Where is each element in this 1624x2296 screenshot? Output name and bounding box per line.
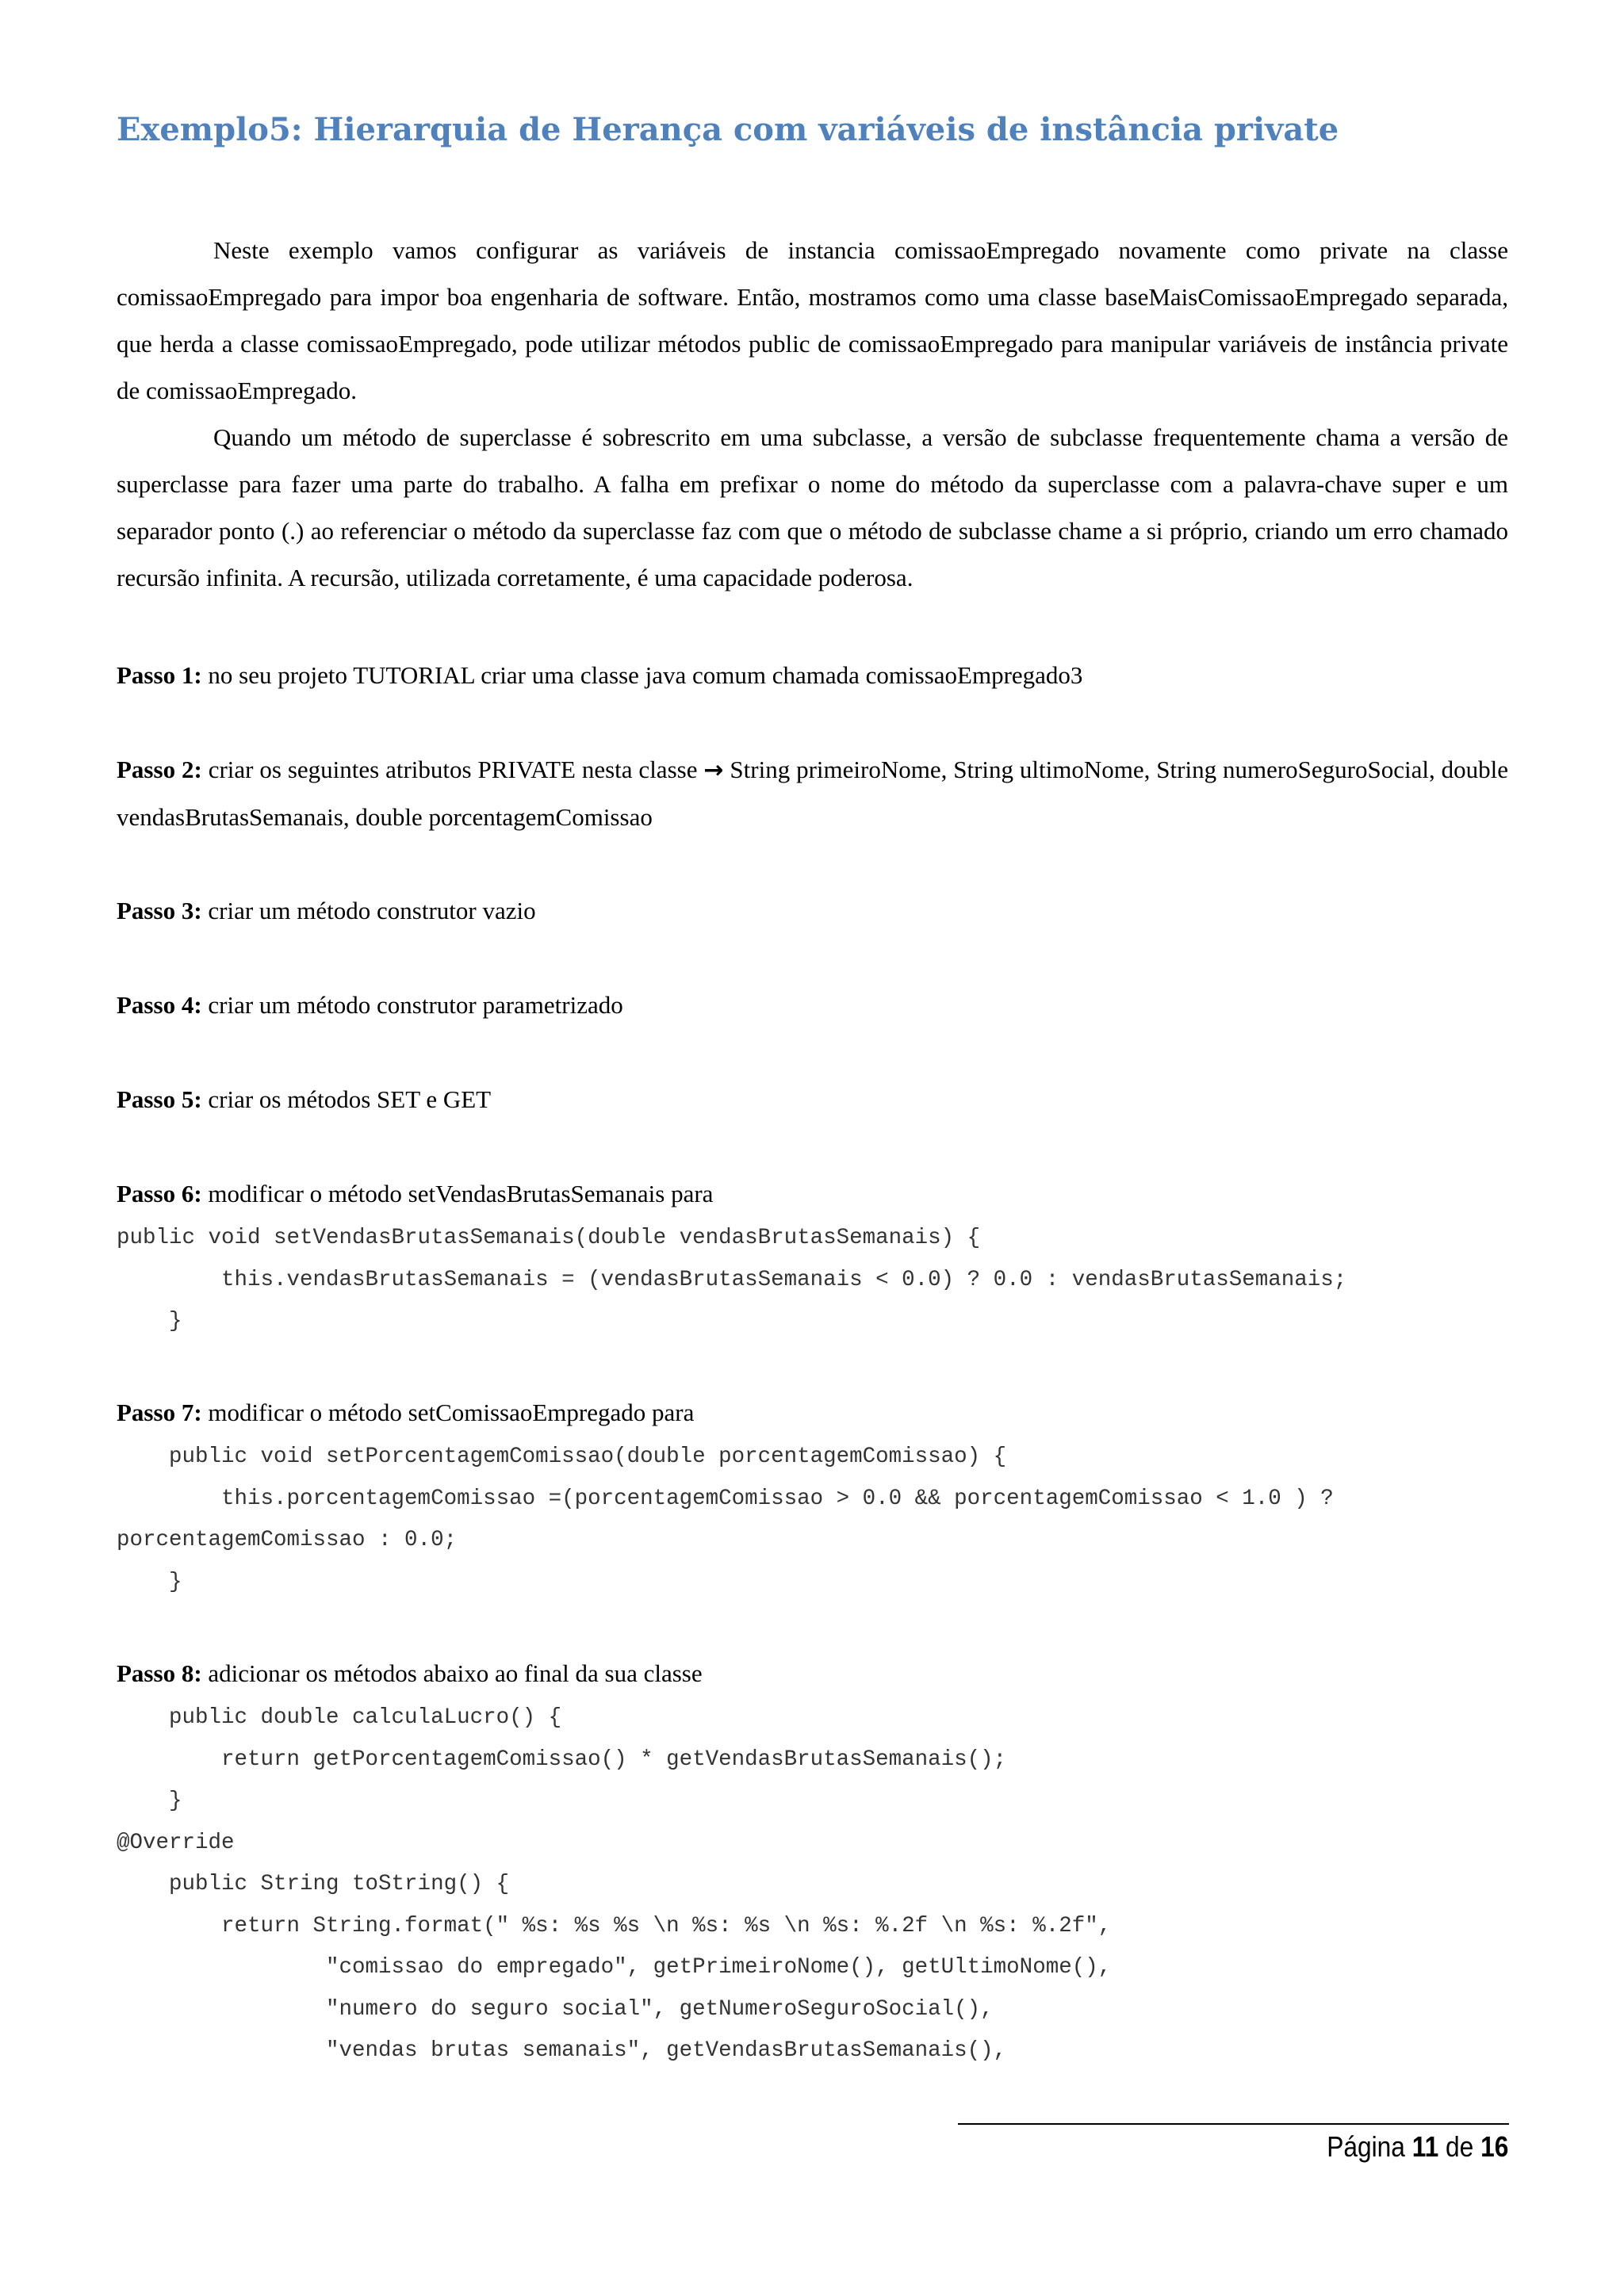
right-arrow-icon: → — [703, 756, 724, 784]
step-text: String primeiroNome, String ultimoNome, String numeroSeguroSocial, double vendasBrutasSemanais, double porcentagemComissao — [117, 756, 1508, 831]
intro-paragraph-2: Quando um método de superclasse é sobrescrito em uma subclasse, a versão de subclasse frequentemente chama a versão de superclasse para fazer uma parte do trabalho. A falha em prefixar o nome do método da superclasse com a palavra-chave super e um separador ponto (.) ao referenciar o método da superclasse faz com que o método de subclasse chame a si próprio, criando um erro chamado recursão infinita. A recursão, utilizada corretamente, é uma capacidade poderosa. — [117, 423, 1508, 591]
step-label: Passo 6: — [117, 1180, 202, 1207]
code-block-step-7: public void setPorcentagemComissao(double porcentagemComissao) { this.porcentagemComissao =(porcentagemComissao > 0.0 && porcentagemComissao < 1.0 ) ? porcentagemComissao : 0.0; } — [117, 1445, 1334, 1594]
section-title: Exemplo5: Hierarquia de Herança com variáveis de instância private — [117, 111, 1339, 148]
step-text: criar um método construtor vazio — [201, 897, 536, 924]
step-label: Passo 8: — [117, 1659, 202, 1687]
step-text: adicionar os métodos abaixo ao final da sua classe — [201, 1659, 703, 1687]
step-text: criar os seguintes atributos PRIVATE nesta classe — [201, 756, 704, 783]
step-4 — [117, 982, 1508, 1028]
step-label: Passo 5: — [117, 1085, 202, 1113]
step-text: criar um método construtor parametrizado — [201, 991, 623, 1019]
current-page: 11 — [1411, 2130, 1438, 2163]
intro-text — [117, 227, 1508, 601]
step-8 — [117, 1650, 1508, 1697]
intro-paragraph-1: Neste exemplo vamos configurar as variáveis de instancia comissaoEmpregado novamente como private na classe comissaoEmpregado para impor boa engenharia de software. Então, mostramos como uma classe baseMaisComissaoEmpregado separada, que herda a classe comissaoEmpregado, pode utilizar métodos public de comissaoEmpregado para manipular variáveis de instância private de comissaoEmpregado. — [117, 236, 1508, 404]
step-text: modificar o método setComissaoEmpregado para — [201, 1399, 695, 1426]
step-1 — [117, 652, 1508, 698]
step-label: Passo 7: — [117, 1399, 202, 1426]
step-text: criar os métodos SET e GET — [201, 1085, 492, 1113]
code-block-step-8: public double calculaLucro() { return getPorcentagemComissao() * getVendasBrutasSemanais(); } @Override public String toString() { return String.format(" %s: %s %s \n %s: %s \n %s: %.2f \n %s: %.2f", "comissao do empregado", getPrimeiroNome(), getUltimoNome(), "numero do seguro social", getNumeroSeguroSocial(), "vendas brutas semanais", getVendasBrutasSemanais(), — [117, 1705, 1112, 2063]
step-label: Passo 3: — [117, 897, 202, 924]
page-number — [1327, 2125, 1508, 2169]
step-2 — [117, 746, 1508, 840]
step-label: Passo 2: — [117, 756, 202, 783]
step-label: Passo 4: — [117, 991, 202, 1019]
step-7 — [117, 1389, 1508, 1436]
step-label: Passo 1: — [117, 661, 202, 689]
step-text: modificar o método setVendasBrutasSemanais para — [201, 1180, 714, 1207]
step-text: no seu projeto TUTORIAL criar uma classe java comum chamada comissaoEmpregado3 — [201, 661, 1083, 689]
page-label: Página — [1326, 2130, 1405, 2163]
step-6 — [117, 1170, 1508, 1217]
code-block-step-6: public void setVendasBrutasSemanais(double vendasBrutasSemanais) { this.vendasBrutasSemanais = (vendasBrutasSemanais < 0.0) ? 0.0 : vendasBrutasSemanais; } — [117, 1226, 1347, 1334]
step-5 — [117, 1076, 1508, 1123]
total-pages: 16 — [1480, 2130, 1508, 2163]
step-3 — [117, 887, 1508, 934]
page-of: de — [1445, 2130, 1473, 2163]
